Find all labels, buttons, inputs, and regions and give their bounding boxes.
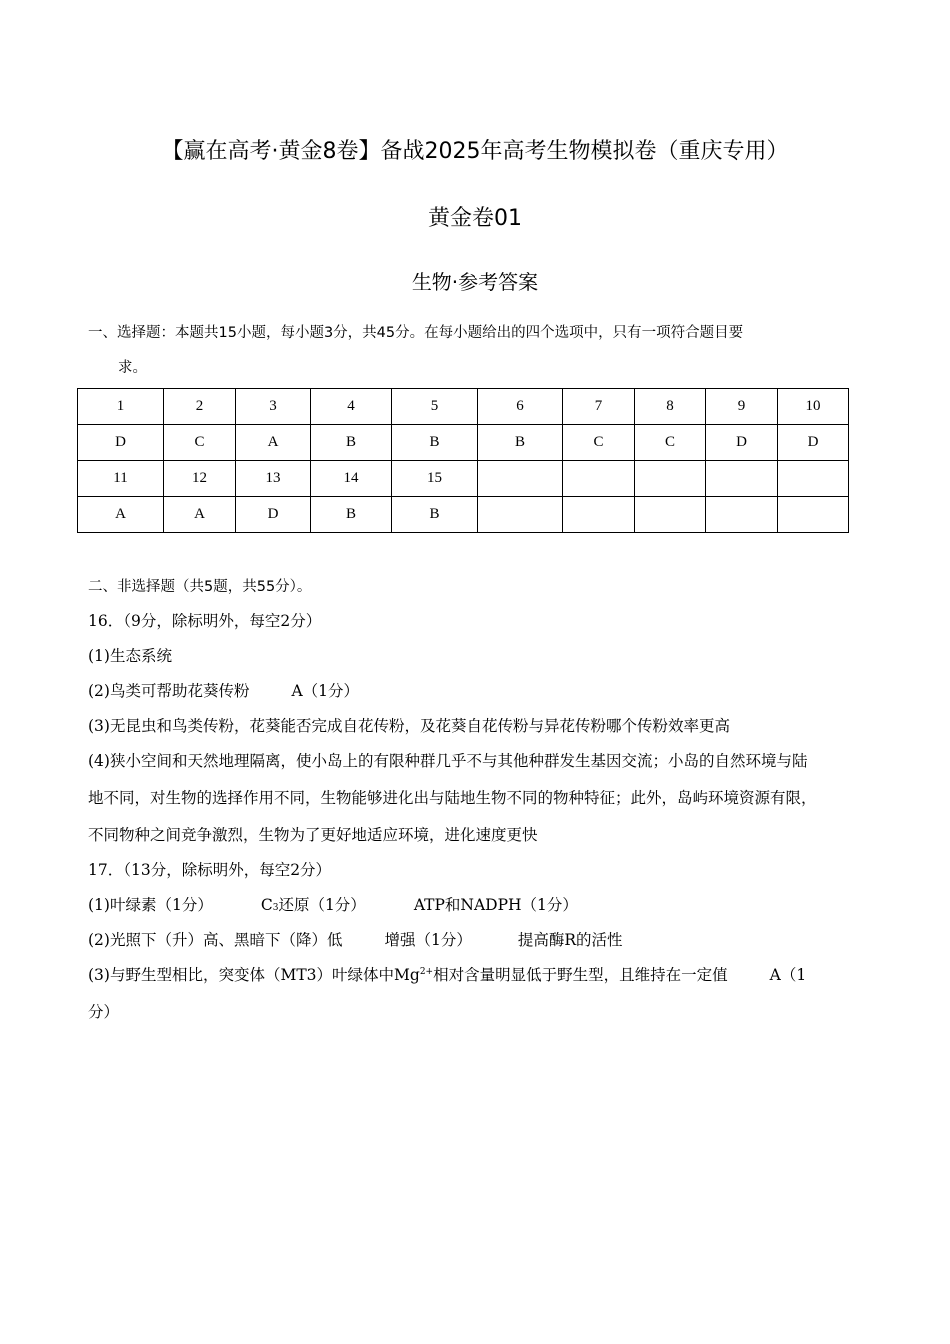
q17-answer-2b: 增强（1分） — [384, 931, 472, 949]
answer-table-cell: 2 — [164, 389, 236, 425]
answer-table-cell: A — [78, 497, 164, 533]
q17-answer-3-sup: 2+ — [419, 966, 434, 977]
section2-heading: 二、非选择题（共5题，共55分）。 — [88, 579, 312, 595]
answer-table-cell — [635, 497, 706, 533]
q17-answer-2 — [88, 928, 623, 950]
answer-table-cell: 15 — [392, 461, 478, 497]
answer-table-cell — [778, 461, 849, 497]
answer-table-cell: 1 — [78, 389, 164, 425]
answer-table — [77, 388, 849, 533]
answer-table-cell: 11 — [78, 461, 164, 497]
answer-table-cell — [778, 497, 849, 533]
q17-answer-3-text: (3)与野生型相比，突变体（MT3）叶绿体中Mg — [88, 966, 420, 984]
answer-table-cell: B — [392, 497, 478, 533]
answer-table-cell — [478, 497, 563, 533]
answer-table-cell: A — [164, 497, 236, 533]
q17-answer-1b-c: C — [260, 896, 273, 914]
answer-table-cell: 8 — [635, 389, 706, 425]
answer-table-cell — [478, 461, 563, 497]
document-title: 【赢在高考·黄金8卷】备战2025年高考生物模拟卷（重庆专用） — [161, 139, 789, 164]
q16-answer-1: (1)生态系统 — [88, 647, 172, 665]
answer-table-row — [78, 497, 849, 533]
q17-answer-1 — [88, 893, 578, 915]
q16-answer-2b: A（1分） — [291, 682, 360, 700]
answer-table-cell — [706, 461, 778, 497]
answer-table-cell: 9 — [706, 389, 778, 425]
answer-table-cell: D — [236, 497, 311, 533]
answer-table-cell: 4 — [311, 389, 392, 425]
q17-answer-1c: ATP和NADPH（1分） — [413, 896, 578, 914]
answer-table-cell: 14 — [311, 461, 392, 497]
q17-answer-3 — [88, 963, 806, 985]
answer-table-cell — [635, 461, 706, 497]
q16-answer-3: (3)无昆虫和鸟类传粉，花葵能否完成自花传粉，及花葵自花传粉与异花传粉哪个传粉效率更高 — [88, 717, 730, 735]
section1-instructions-cont: 求。 — [118, 360, 147, 376]
answer-table-cell: D — [78, 425, 164, 461]
section1-instructions: 一、选择题：本题共15小题，每小题3分，共45分。在每小题给出的四个选项中，只有一项符合题目要 — [88, 325, 744, 341]
answer-table-cell: 10 — [778, 389, 849, 425]
q17-header: 17．（13分，除标明外，每空2分） — [88, 861, 332, 879]
answer-table-cell: 6 — [478, 389, 563, 425]
q17-answer-3-line2: 分） — [88, 1003, 120, 1021]
answer-table-cell: B — [392, 425, 478, 461]
q17-answer-1b — [261, 896, 366, 914]
q16-answer-2a: (2)鸟类可帮助花葵传粉 — [88, 682, 250, 700]
answer-table-row — [78, 461, 849, 497]
q17-answer-3-text2: 相对含量明显低于野生型，且维持在一定值 — [433, 966, 728, 984]
answer-table-cell: C — [635, 425, 706, 461]
answer-table-cell: 12 — [164, 461, 236, 497]
q16-answer-4-line1: (4)狭小空间和天然地理隔离，使小岛上的有限种群几乎不与其他种群发生基因交流；小岛的自然环境与陆 — [88, 752, 808, 770]
answer-table-cell: C — [164, 425, 236, 461]
q17-answer-2c: 提高酶R的活性 — [517, 931, 623, 949]
answer-table-row — [78, 389, 849, 425]
q17-answer-1b-text: 还原（1分） — [278, 896, 366, 914]
answer-table-cell: D — [778, 425, 849, 461]
answer-table-cell — [563, 461, 635, 497]
answer-table-cell: 3 — [236, 389, 311, 425]
answer-table-row — [78, 425, 849, 461]
q16-header: 16．（9分，除标明外，每空2分） — [88, 612, 322, 630]
answer-table-cell: 7 — [563, 389, 635, 425]
answer-table-cell: B — [311, 497, 392, 533]
q16-answer-4-line3: 不同物种之间竞争激烈，生物为了更好地适应环境，进化速度更快 — [88, 826, 538, 844]
answer-table-cell: C — [563, 425, 635, 461]
answer-table-cell: B — [311, 425, 392, 461]
answer-table-cell — [563, 497, 635, 533]
answer-table-cell: 13 — [236, 461, 311, 497]
document-subtitle: 黄金卷01 — [428, 206, 522, 231]
answer-table-cell: D — [706, 425, 778, 461]
answer-table-cell — [706, 497, 778, 533]
answer-heading: 生物·参考答案 — [411, 270, 539, 294]
q16-answer-4-line2: 地不同，对生物的选择作用不同，生物能够进化出与陆地生物不同的物种特征；此外，岛屿环境资源有限， — [88, 789, 817, 807]
q17-answer-1a: (1)叶绿素（1分） — [88, 896, 213, 914]
answer-table-cell: 5 — [392, 389, 478, 425]
q17-answer-1b-sub: 3 — [272, 903, 279, 913]
q17-answer-3-choice: A（1 — [769, 966, 807, 984]
q16-answer-2 — [88, 679, 359, 701]
answer-table-cell: B — [478, 425, 563, 461]
q17-answer-2a: (2)光照下（升）高、黑暗下（降）低 — [88, 931, 343, 949]
answer-table-cell: A — [236, 425, 311, 461]
